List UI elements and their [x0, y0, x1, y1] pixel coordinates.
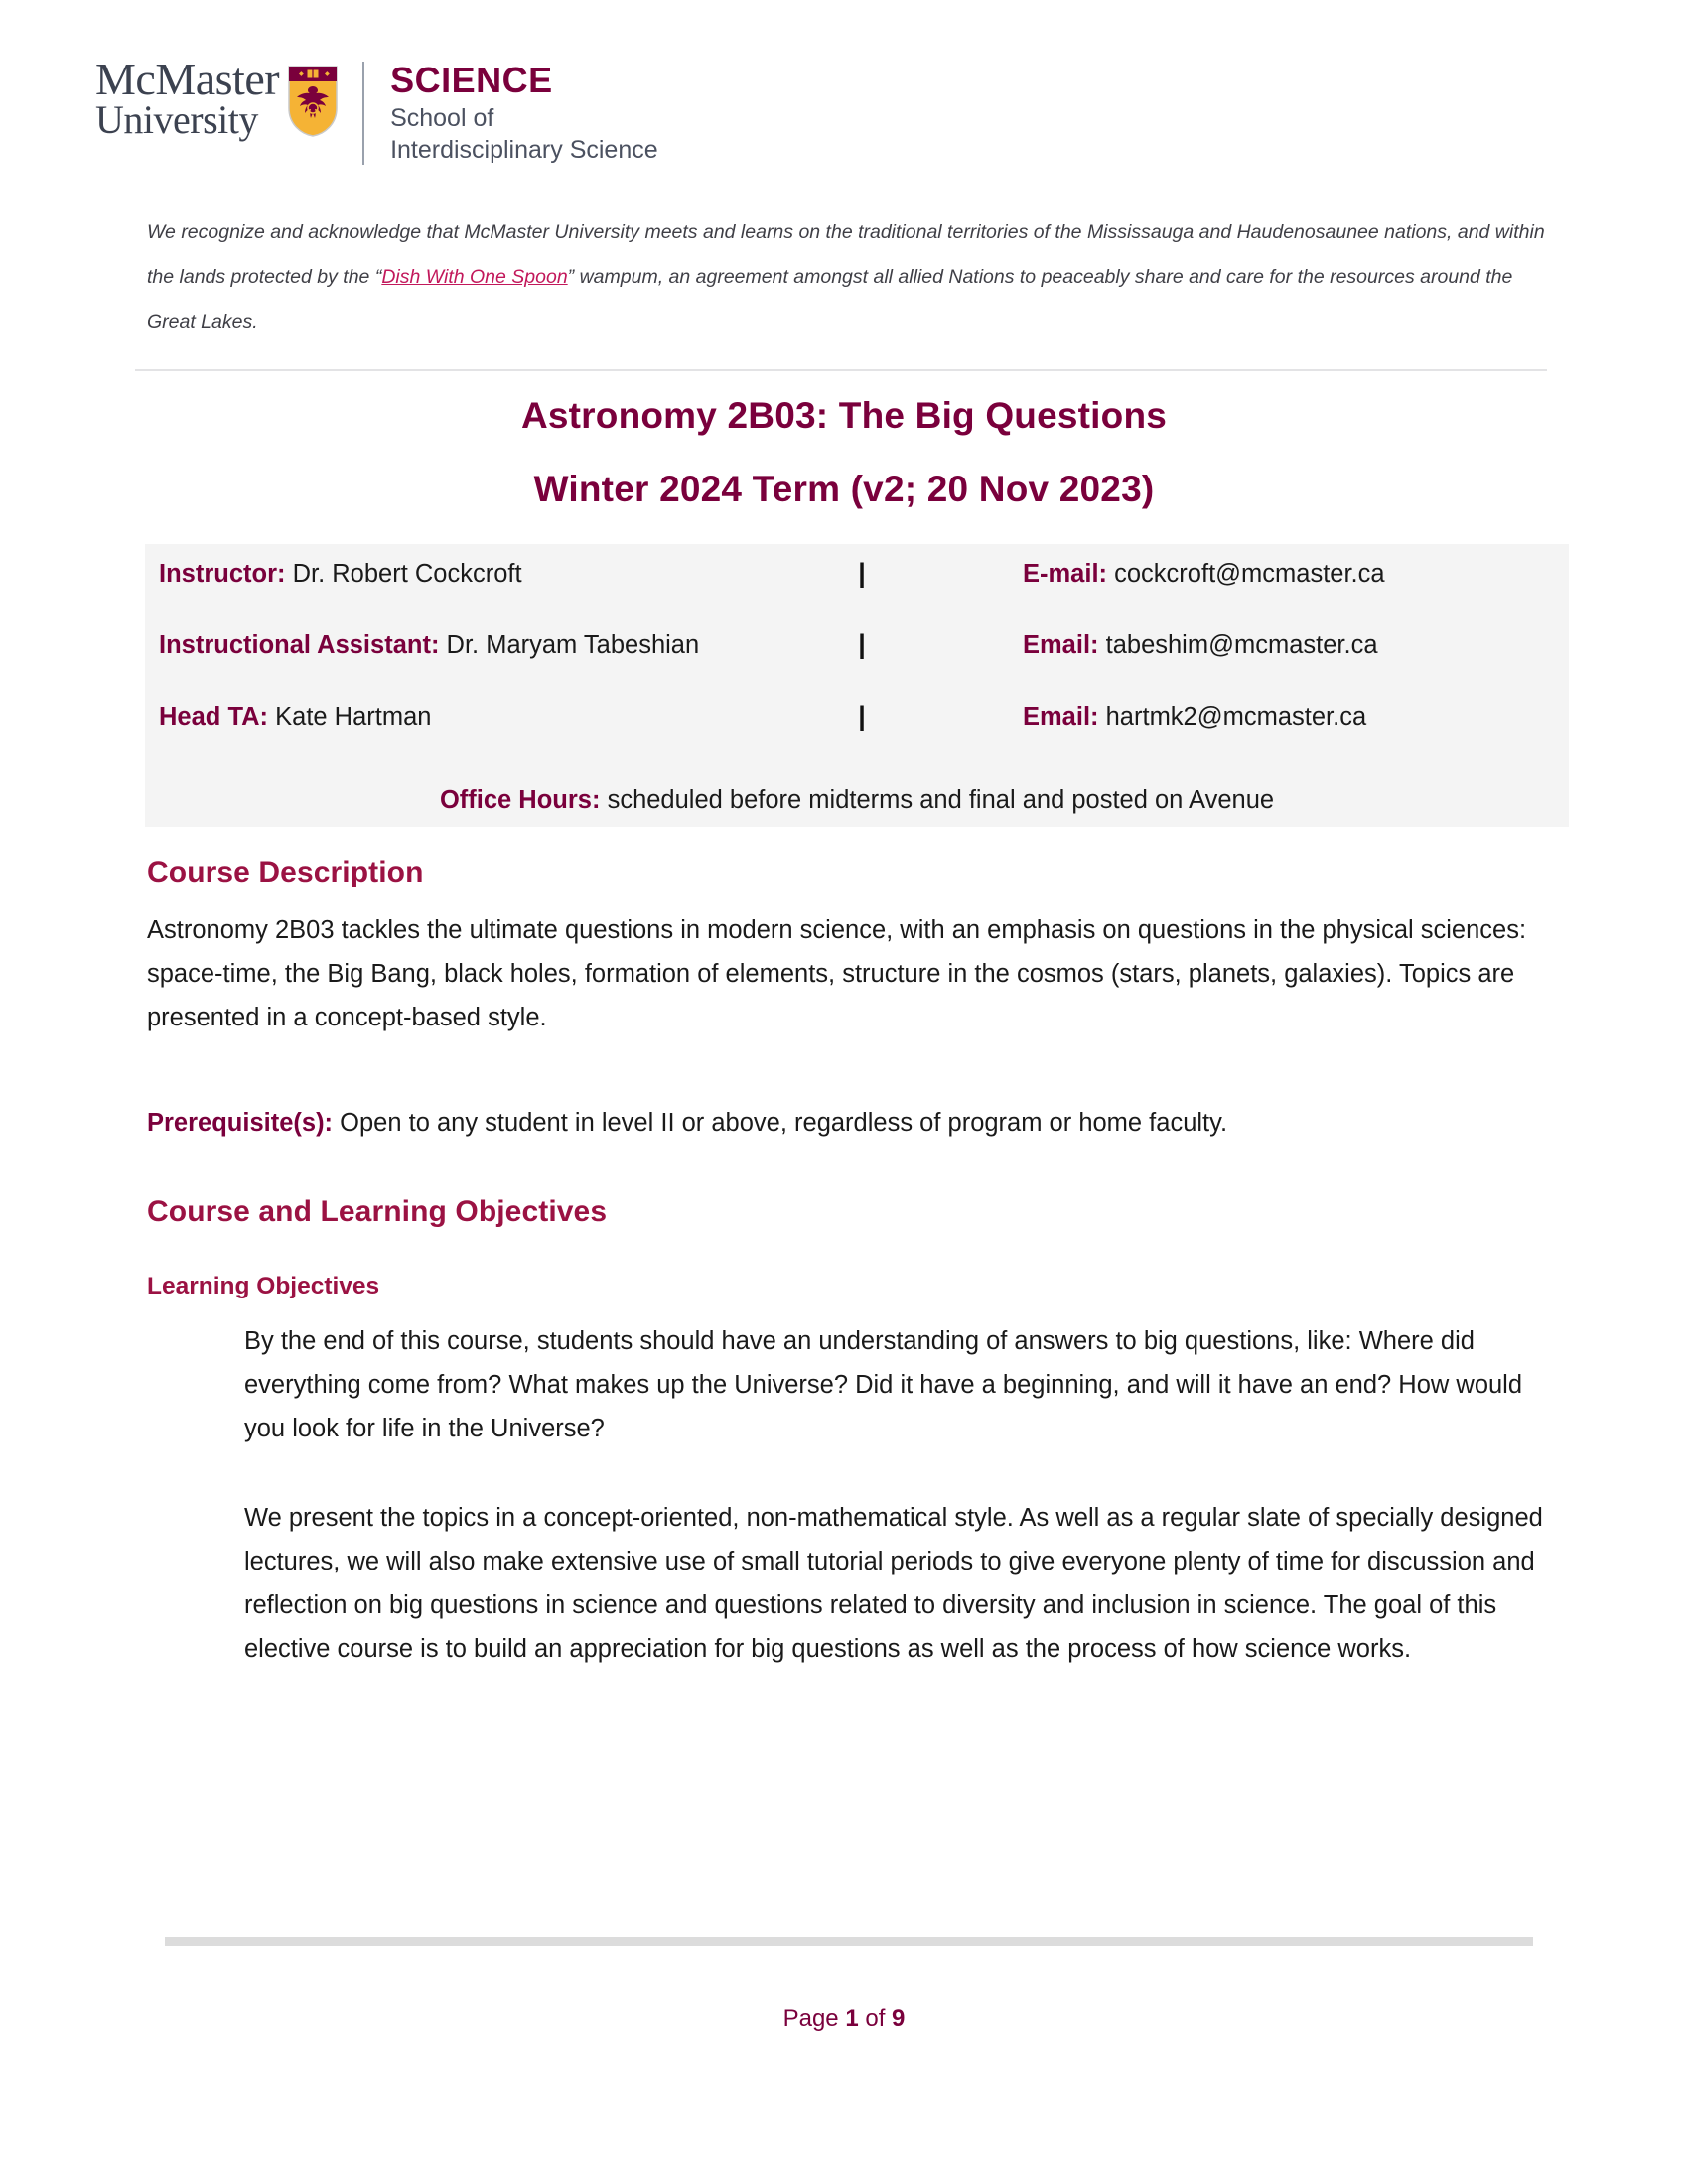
office-hours-block [145, 776, 1569, 827]
prerequisite-paragraph [147, 1102, 1547, 1146]
mcmaster-crest-icon [287, 65, 339, 138]
head-ta-email-value[interactable]: hartmk2@mcmaster.ca [1105, 703, 1367, 731]
course-description-body: Astronomy 2B03 tackles the ultimate questions in modern science, with an emphasis on questions in the physical sciences: space-time, the Big Bang, black holes, formation of elements, structure in the cosmos (stars, planets, galaxies). Topics are presented in a concept-based style. [147, 916, 1527, 1031]
instructional-assistant-email-cell [880, 631, 1569, 660]
instructor-email-cell [880, 560, 1569, 589]
header-divider [135, 369, 1547, 371]
learning-objectives-subheading: Learning Objectives [147, 1273, 380, 1299]
footer-page-word: Page [782, 2005, 839, 2032]
contact-row-instructor [145, 558, 1569, 629]
instructional-assistant-cell [145, 631, 844, 660]
school-line-2: Interdisciplinary Science [390, 135, 658, 164]
instructional-assistant-name: Dr. Maryam Tabeshian [446, 631, 700, 659]
head-ta-name: Kate Hartman [275, 703, 432, 731]
head-ta-email-cell [880, 703, 1569, 732]
prerequisite-label: Prerequisite(s): [147, 1109, 334, 1137]
course-description-heading: Course Description [147, 856, 424, 888]
course-objectives-heading: Course and Learning Objectives [147, 1195, 608, 1228]
instructional-assistant-email-label: Email: [1023, 631, 1099, 659]
instructional-assistant-label: Instructional Assistant: [159, 631, 440, 659]
row-separator: | [858, 629, 866, 659]
wordmark-line-2: University [95, 97, 258, 143]
logo-divider [362, 62, 364, 165]
mcmaster-wordmark-text [95, 54, 280, 143]
instructor-name: Dr. Robert Cockcroft [292, 560, 522, 588]
acknowledgement-text-part-2: ” wampum, an agreement amongst all allied Nations to peaceably share and care for the resources around the Great Lakes. [147, 266, 1513, 334]
footer-of-word: of [865, 2005, 886, 2032]
course-contact-block [145, 544, 1569, 788]
prerequisite-value: Open to any student in level II or above, regardless of program or home faculty. [340, 1109, 1228, 1137]
page-footer [0, 2005, 1688, 2033]
office-hours-value: scheduled before midterms and final and posted on Avenue [607, 786, 1275, 814]
instructor-email-value[interactable]: cockcroft@mcmaster.ca [1114, 560, 1385, 588]
instructional-assistant-email-value[interactable]: tabeshim@mcmaster.ca [1105, 631, 1378, 659]
school-name [390, 102, 658, 166]
office-hours-label: Office Hours: [439, 786, 601, 814]
row-separator: | [858, 701, 866, 731]
acknowledgement-text-part-1: We recognize and acknowledge that McMaster University meets and learns on the traditional territories of the Mississauga and Haudenosaunee nations, and within the lands protected by the “ [147, 221, 1545, 289]
learning-objectives-paragraph-1: By the end of this course, students should have an understanding of answers to big questions, like: Where did everything come from? What makes up the Universe? Did it have a beginning, and will it have an end? How would you look for life in the Universe? [244, 1327, 1523, 1442]
page-subtitle: Winter 2024 Term (v2; 20 Nov 2023) [533, 469, 1155, 509]
contact-row-instructional-assistant [145, 629, 1569, 701]
footer-divider [165, 1937, 1533, 1946]
wordmark-line-1: McMaster [95, 54, 280, 104]
footer-page-number: 1 [845, 2005, 859, 2032]
head-ta-cell [145, 703, 844, 732]
mcmaster-science-logo [95, 54, 658, 166]
school-line-1: School of [390, 103, 494, 132]
dish-with-one-spoon-link[interactable]: Dish With One Spoon [381, 266, 568, 289]
head-ta-label: Head TA: [159, 703, 269, 731]
footer-page-total: 9 [892, 2005, 906, 2032]
row-separator: | [858, 558, 866, 588]
instructor-label: Instructor: [159, 560, 286, 588]
faculty-name: SCIENCE [390, 60, 553, 100]
mcmaster-wordmark [95, 54, 360, 143]
faculty-block [390, 58, 658, 166]
instructor-email-label: E-mail: [1023, 560, 1108, 588]
learning-objectives-paragraph-2: We present the topics in a concept-oriented, non-mathematical style. As well as a regular slate of specially designed lectures, we will also make extensive use of small tutorial periods to give everyone plenty of time for discussion and reflection on big questions in science and questions related to diversity and inclusion in science. The goal of this elective course is to build an appreciation for big questions as well as the process of how science works. [244, 1504, 1543, 1663]
contact-row-head-ta [145, 701, 1569, 772]
page-title: Astronomy 2B03: The Big Questions [520, 395, 1168, 436]
land-acknowledgement [147, 210, 1559, 345]
instructor-cell [145, 560, 844, 589]
head-ta-email-label: Email: [1023, 703, 1099, 731]
